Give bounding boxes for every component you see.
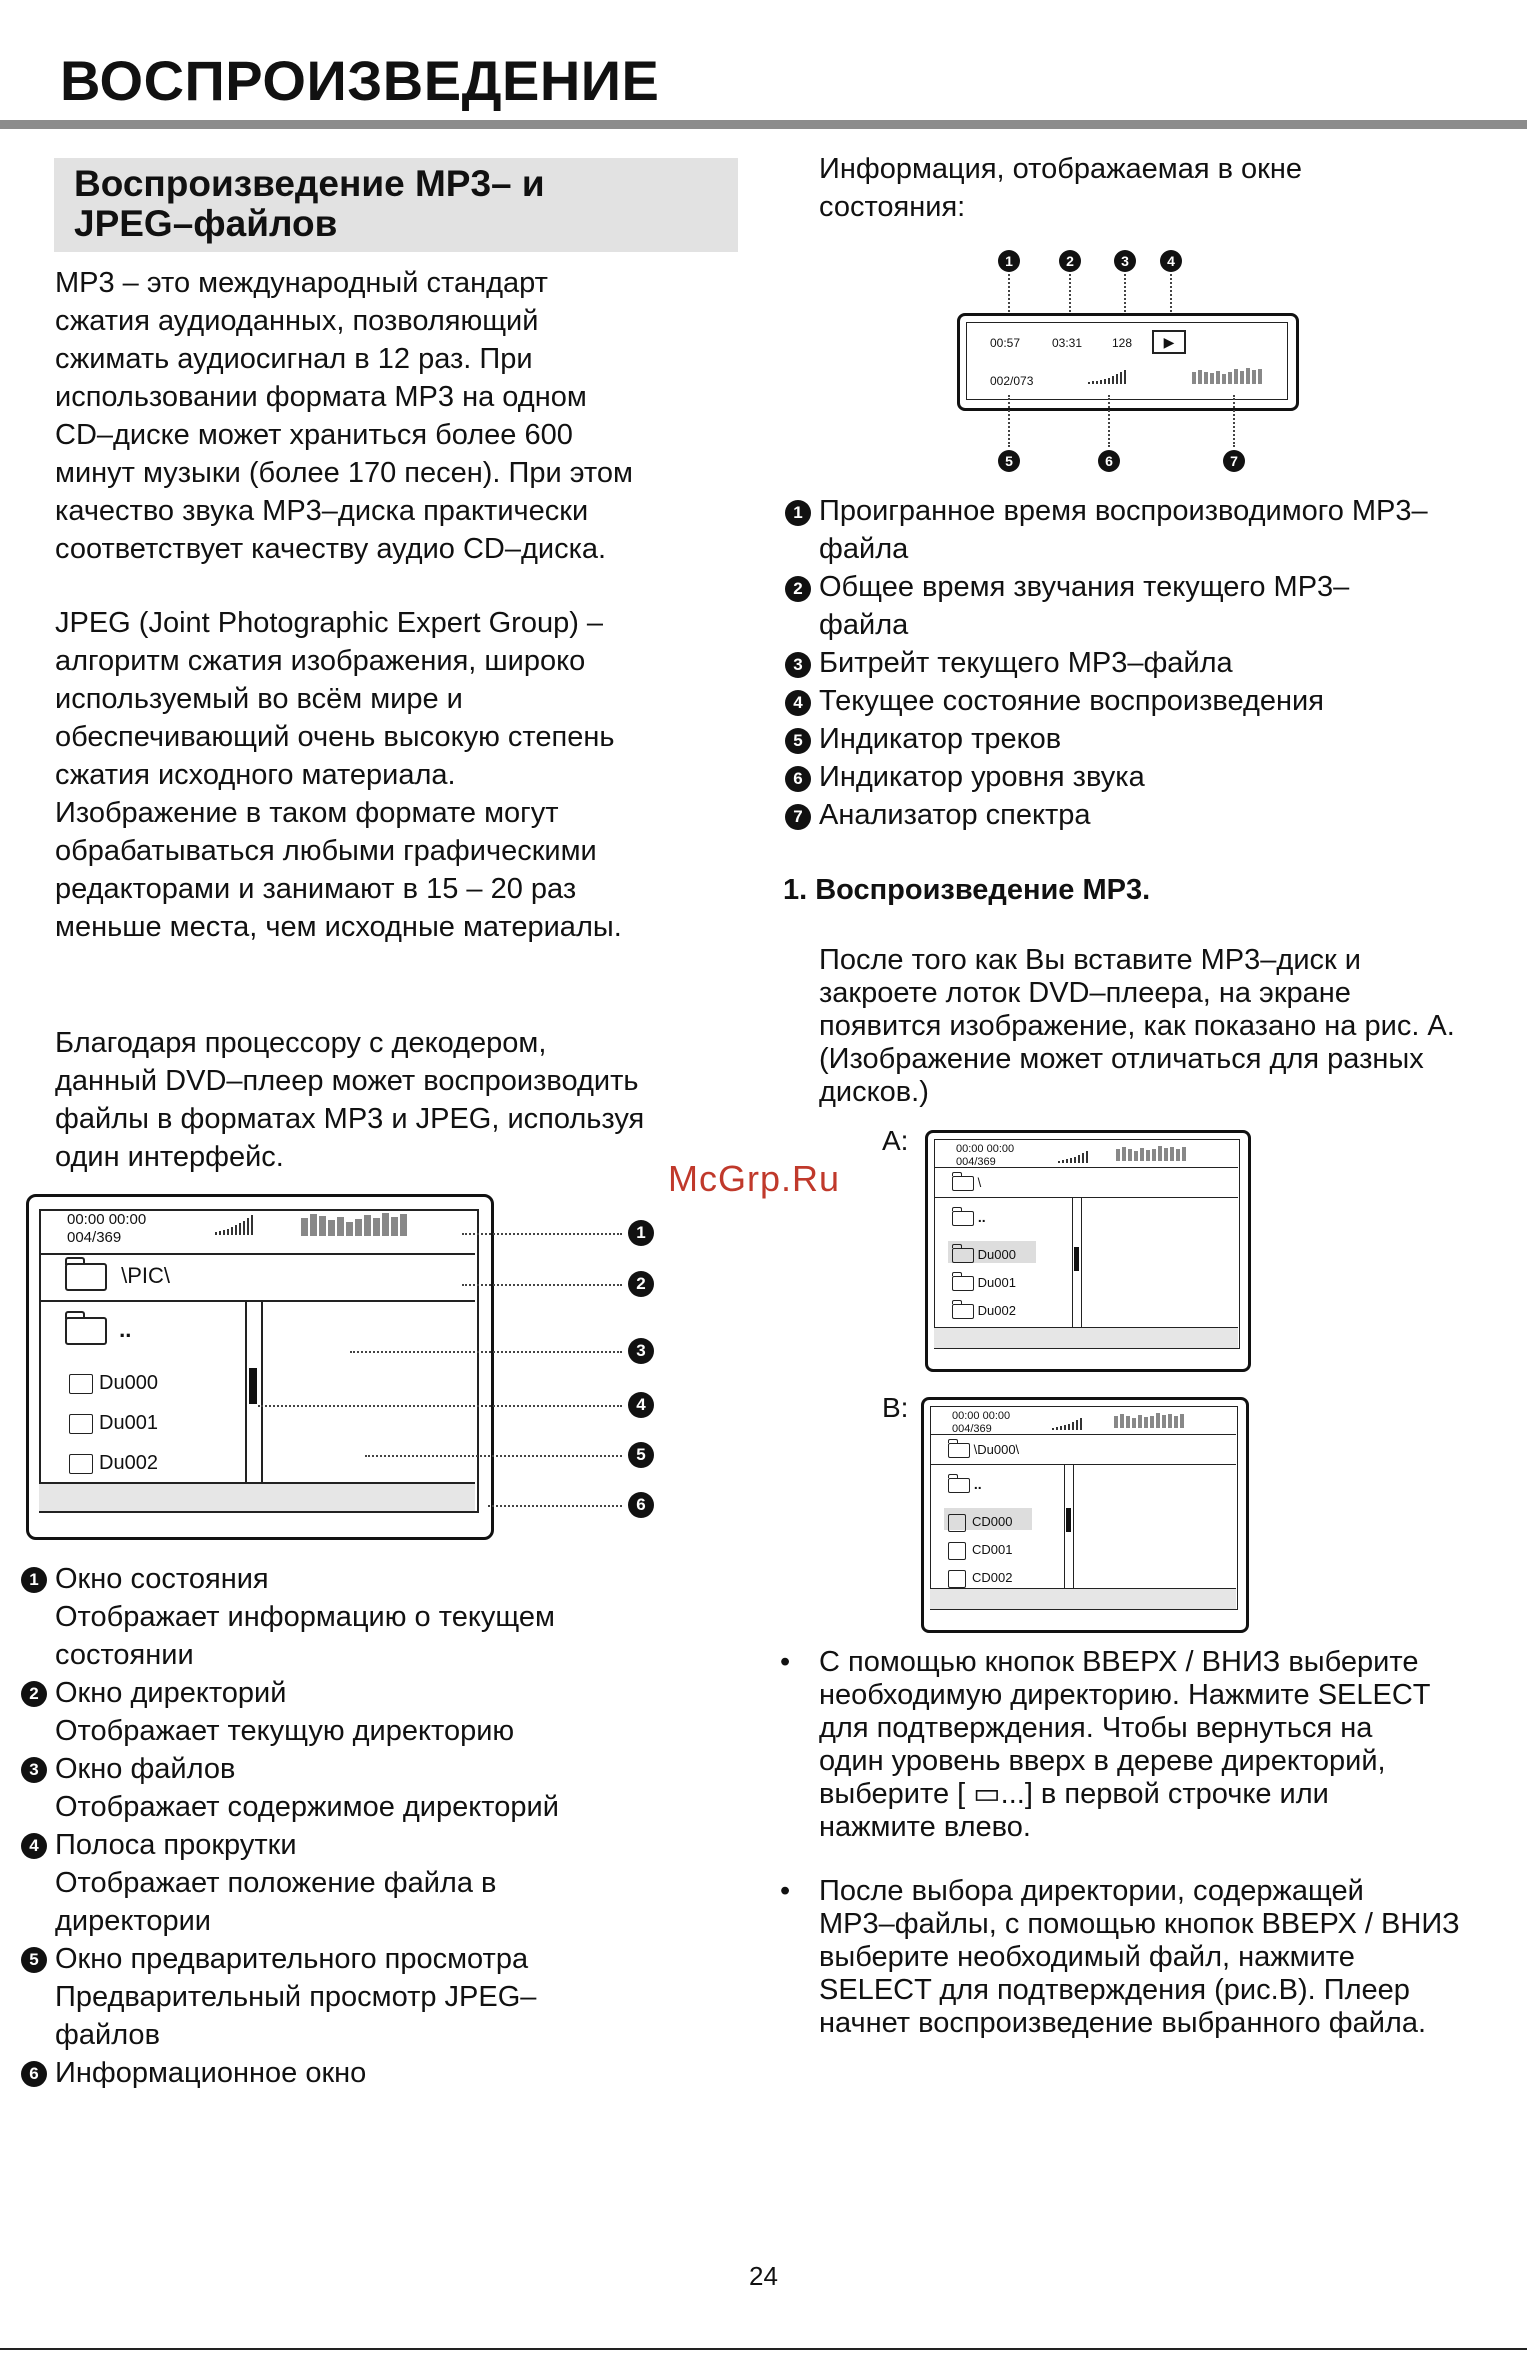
scrollbar[interactable]	[1072, 1197, 1082, 1327]
spectrum-analyzer	[301, 1213, 409, 1239]
screen-b: 00:00 00:00 004/369 \Du000\ .. CD000 CD001 CD002	[921, 1397, 1249, 1633]
list-item[interactable]: CD000	[948, 1508, 1012, 1536]
callout-6: 6	[628, 1492, 654, 1518]
file-window	[948, 1508, 1012, 1592]
callout-5: 5	[628, 1442, 654, 1468]
info-window	[930, 1588, 1236, 1609]
image-file-icon	[69, 1454, 93, 1474]
file-window	[69, 1363, 158, 1483]
mp3-heading: 1. Воспроизведение MP3.	[783, 874, 1151, 906]
watermark: McGrp.Ru	[668, 1158, 841, 1199]
status-intro: Информация, отображаемая в окне состояния:	[819, 153, 1303, 223]
section-title: Воспроизведение MP3– и JPEG–файлов	[74, 163, 545, 244]
folder-icon	[948, 1443, 970, 1458]
mp3-instructions: После того как Вы вставите MP3–диск и закроете лоток DVD–плеера, на экране появится изображение, как показано на рис. A. (Изображение может отличаться для разных дисков.)	[819, 944, 1455, 1108]
folder-icon	[65, 1263, 107, 1291]
bullet-mark: •	[780, 1875, 791, 1907]
level-meter	[1058, 1145, 1090, 1161]
mp3-description: MP3 – это международный стандарт сжатия аудиоданных, позволяющий сжимать аудиосигнал в 12 раз. При использовании формата MP3 на одном CD–диске может храниться более 600 минут музыки (более 170 песен). При этом качество звука MP3–диска практически соответствует качеству аудио CD–диска.	[55, 267, 633, 565]
folder-icon	[952, 1304, 974, 1319]
spectrum-analyzer	[1116, 1143, 1188, 1161]
spectrum-analyzer	[1192, 366, 1264, 386]
jpeg-description: JPEG (Joint Photographic Expert Group) – алгоритм сжатия изображения, широко используемый во всём мире и обеспечивающий очень высокую степень сжатия исходного материала. Изображение в таком формате могут обрабатываться любыми графическими редакторами и занимают в 15 – 20 раз меньше места, чем исходные материалы.	[55, 607, 622, 943]
list-item[interactable]: Du001	[69, 1403, 158, 1443]
parent-directory-row[interactable]: ..	[948, 1476, 982, 1493]
title-divider	[0, 120, 1527, 129]
image-file-icon	[69, 1414, 93, 1434]
status-bar-screen: 00:57 03:31 128 ▶ 002/073	[957, 313, 1299, 411]
image-file-icon	[69, 1374, 93, 1394]
screen-a: 00:00 00:00 004/369 \ .. Du000 Du001 Du002	[925, 1130, 1251, 1372]
list-item[interactable]: Du000	[69, 1363, 158, 1403]
spectrum-analyzer	[1114, 1410, 1186, 1428]
folder-icon	[65, 1317, 107, 1345]
level-meter	[1052, 1412, 1084, 1428]
bullet-file-select: После выбора директории, содержащей MP3–файлы, с помощью кнопок ВВЕРХ / ВНИЗ выберите необходимый файл, нажмите SELECT для подтверждения (рис.B). Плеер начнет воспроизведение выбранного файла.	[819, 1875, 1460, 2039]
scrollbar-thumb[interactable]	[1074, 1247, 1079, 1271]
folder-icon	[952, 1276, 974, 1291]
scrollbar[interactable]	[1064, 1464, 1074, 1588]
callout-3: 3	[628, 1338, 654, 1364]
page-number: 24	[749, 2261, 778, 2291]
music-file-icon	[948, 1542, 966, 1560]
footer-rule	[0, 2348, 1527, 2350]
callout-4: 4	[628, 1392, 654, 1418]
list-item[interactable]: Du002	[952, 1297, 1016, 1325]
file-window	[952, 1241, 1016, 1325]
figure-a-label: A:	[882, 1125, 909, 1156]
list-item[interactable]: CD002	[948, 1564, 1012, 1592]
directory-window: \PIC\	[65, 1263, 170, 1291]
info-window	[934, 1327, 1238, 1348]
level-meter	[215, 1215, 255, 1241]
callout-2: 2	[628, 1271, 654, 1297]
bullet-mark: •	[780, 1646, 791, 1678]
info-window	[39, 1482, 475, 1511]
parent-directory-row[interactable]: ..	[65, 1317, 131, 1345]
folder-icon	[948, 1478, 970, 1493]
figure-b-label: B:	[882, 1392, 909, 1423]
folder-icon	[952, 1176, 974, 1191]
scrollbar-thumb[interactable]	[1066, 1508, 1071, 1532]
scrollbar-thumb[interactable]	[249, 1368, 257, 1404]
music-file-icon	[948, 1514, 966, 1532]
scrollbar[interactable]	[245, 1300, 263, 1482]
status-window: 00:00 00:00 004/369	[67, 1211, 147, 1246]
list-item[interactable]: CD001	[948, 1536, 1012, 1564]
list-item[interactable]: Du000	[952, 1241, 1016, 1269]
decoder-description: Благодаря процессору с декодером, данный DVD–плеер может воспроизводить файлы в форматах MP3 и JPEG, используя один интерфейс.	[55, 1027, 645, 1173]
music-file-icon	[948, 1570, 966, 1588]
list-item[interactable]: Du002	[69, 1443, 158, 1483]
list-item[interactable]: Du001	[952, 1269, 1016, 1297]
main-screen-diagram	[26, 1194, 494, 1540]
folder-icon	[952, 1211, 974, 1226]
parent-directory-row[interactable]: ..	[952, 1209, 986, 1226]
play-icon: ▶	[1152, 330, 1186, 354]
level-meter	[1088, 366, 1128, 384]
page-title: ВОСПРОИЗВЕДЕНИЕ	[60, 49, 660, 112]
bullet-directory-nav: С помощью кнопок ВВЕРХ / ВНИЗ выберите необходимую директорию. Нажмите SELECT для подтверждения. Чтобы вернуться на один уровень вверх в дереве директорий, выберите [ ▭...] в первой строчке или нажмите влево.	[819, 1646, 1431, 1843]
callout-1: 1	[628, 1220, 654, 1246]
folder-icon	[952, 1248, 974, 1263]
